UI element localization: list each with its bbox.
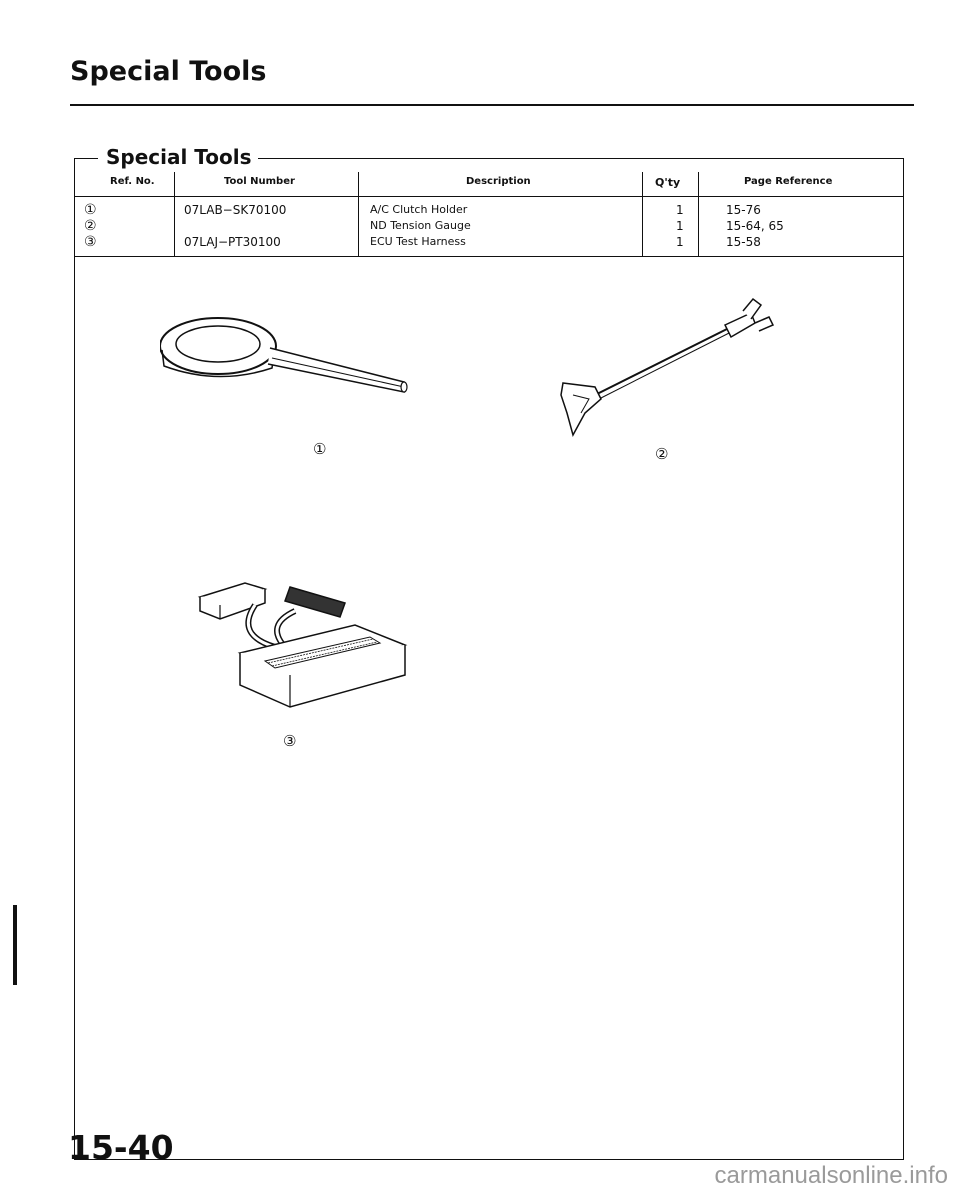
table-bottom-rule [74,256,904,257]
column-divider [698,172,699,256]
table-row-qty: 1 [676,203,684,217]
table-row-description: ECU Test Harness [370,235,466,248]
table-row-tool-number [184,218,286,234]
column-divider [642,172,643,256]
description-column [370,202,471,250]
figure-label-2: ② [655,445,669,463]
header-ref-no: Ref. No. [110,176,155,187]
special-tools-table [74,170,904,258]
table-row-page-ref: 15-76 [726,203,761,217]
header-description: Description [466,176,531,187]
tool-number-column [184,202,286,250]
page-reference-column [726,202,784,250]
header-page-reference: Page Reference [744,176,833,187]
table-row-ref: ② [84,218,97,234]
table-row-page-ref: 15-58 [726,235,761,249]
column-divider [174,172,175,256]
table-row-ref: ① [84,202,97,218]
qty-column [676,202,684,250]
section-title: Special Tools [106,145,252,169]
table-row-tool-number: 07LAJ−PT30100 [184,235,281,249]
header-rule [74,196,904,197]
ac-clutch-holder-illustration [160,310,420,400]
nd-tension-gauge-illustration [555,295,785,440]
box-top-border-right [258,158,904,159]
page-number: 15-40 [68,1128,174,1167]
ref-column [84,202,97,250]
table-row-ref: ③ [84,234,97,250]
table-row-qty: 1 [676,219,684,233]
watermark: carmanualsonline.info [714,1162,948,1189]
box-top-border-left [74,158,98,159]
header-qty: Q'ty [655,176,681,189]
header-tool-number: Tool Number [224,176,295,187]
table-row-description: ND Tension Gauge [370,219,471,232]
figure-label-1: ① [313,440,327,458]
page-title: Special Tools [70,56,267,87]
column-divider [358,172,359,256]
title-rule [70,104,914,106]
table-row-qty: 1 [676,235,684,249]
ecu-test-harness-illustration [195,575,410,715]
table-row-description: A/C Clutch Holder [370,203,468,216]
table-row-tool-number: 07LAB−SK70100 [184,203,287,217]
table-row-page-ref: 15-64, 65 [726,219,784,233]
margin-bar [13,905,17,985]
figure-label-3: ③ [283,732,297,750]
